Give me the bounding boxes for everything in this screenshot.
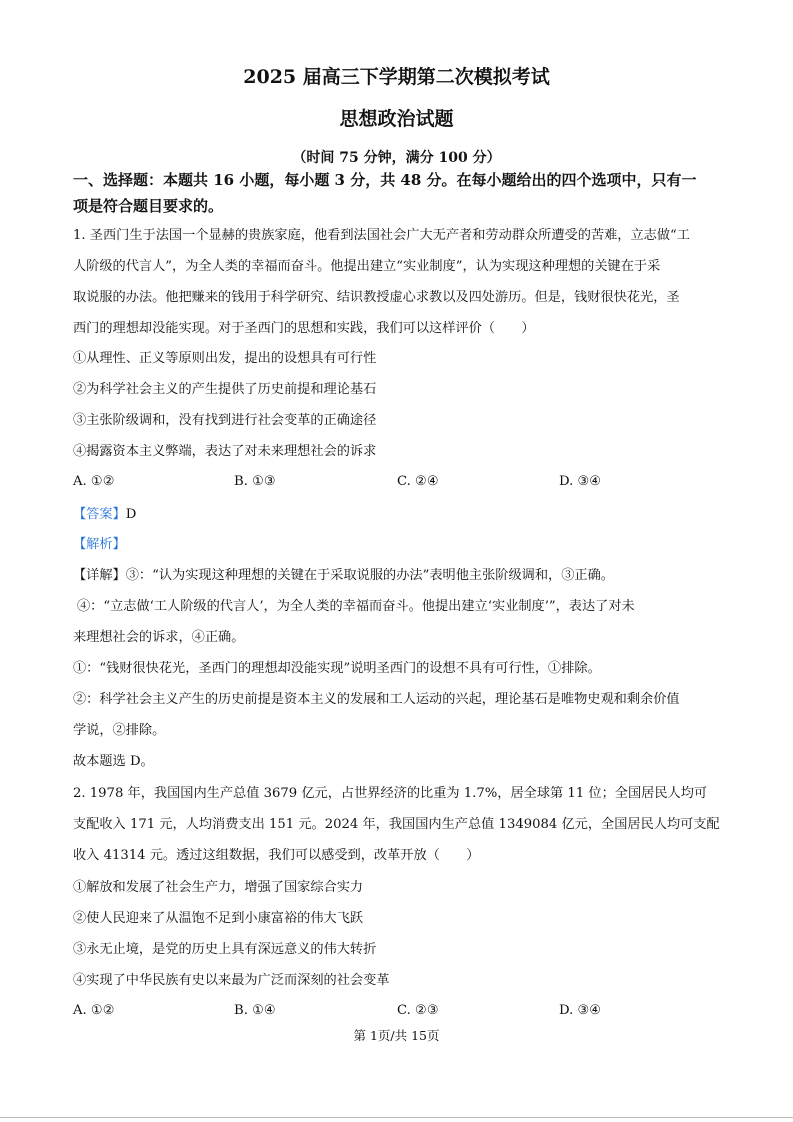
section-heading: [73, 167, 723, 219]
q1-item: ③主张阶级调和，没有找到进行社会变革的正确途径: [73, 413, 377, 428]
q1-detail-line: ①：“钱财很快花光，圣西门的理想却没能实现”说明圣西门的设想不具有可行性，①排除。: [73, 661, 601, 676]
q1-option-a: A. ①②: [73, 474, 115, 489]
q1-detail-line: 学说，②排除。: [73, 723, 166, 738]
q2-stem-line: 收入 41314 元。透过这组数据，我们可以感受到，改革开放（ ）: [73, 848, 480, 863]
q1-detail-line: 故本题选 D。: [73, 754, 154, 769]
bottom-divider: [0, 1117, 793, 1118]
section-heading-line: 项是符合题目要求的。: [73, 197, 224, 215]
q2-stem-line: 支配收入 171 元，人均消费支出 151 元。2024 年，我国国内生产总值 1349084 亿元，全国居民人均可支配: [73, 817, 720, 832]
q2-item: ①解放和发展了社会生产力，增强了国家综合实力: [73, 880, 364, 895]
analysis-tag: 【解析】: [73, 537, 126, 552]
q1-option-b: B. ①③: [234, 474, 276, 489]
q1-detail-line: 来理想社会的诉求，④正确。: [73, 630, 245, 645]
q2-option-a: A. ①②: [73, 1003, 115, 1018]
section-heading-line: 一、选择题：本题共 16 小题，每小题 3 分，共 48 分。在每小题给出的四个选项中，只有一: [73, 171, 697, 189]
q2-stem-line: 2. 1978 年，我国国内生产总值 3679 亿元，占世界经济的比重为 1.7%，居全球第 11 位；全国居民人均可: [73, 786, 708, 801]
exam-title: 2025 届高三下学期第二次模拟考试: [243, 66, 550, 88]
q1-detail-line: ④：“立志做‘工人阶级的代言人’，为全人类的幸福而奋斗。他提出建立‘实业制度’”，表达了对未: [77, 599, 635, 614]
q1-item: ②为科学社会主义的产生提供了历史前提和理论基石: [73, 382, 377, 397]
q2-option-b: B. ①④: [234, 1003, 276, 1018]
q2-item: ③永无止境，是党的历史上具有深远意义的伟大转折: [73, 942, 377, 957]
q1-detail-line: 【详解】③：“认为实现这种理想的关键在于采取说服的办法”表明他主张阶级调和，③正确。: [73, 568, 614, 583]
q1-item: ④揭露资本主义弊端，表达了对未来理想社会的诉求: [73, 444, 377, 459]
q2-option-c: C. ②③: [397, 1003, 439, 1018]
q2-item: ④实现了中华民族有史以来最为广泛而深刻的社会变革: [73, 973, 390, 988]
answer-tag: 【答案】: [73, 507, 126, 522]
answer-value: D: [125, 507, 137, 522]
q1-stem-line: 取说服的办法。他把赚来的钱用于科学研究、结识教授虚心求教以及四处游历。但是，钱财很快花光，圣: [73, 290, 680, 305]
q1-answer: [73, 506, 136, 524]
page-number: 第 1页/共 15页: [353, 1028, 440, 1043]
q1-item: ①从理性、正义等原则出发，提出的设想具有可行性: [73, 351, 377, 366]
subject-title: 思想政治试题: [339, 108, 454, 130]
q1-option-c: C. ②④: [397, 474, 439, 489]
exam-meta: （时间 75 分钟，满分 100 分）: [292, 150, 501, 166]
q1-detail-line: ②：科学社会主义产生的历史前提是资本主义的发展和工人运动的兴起，理论基石是唯物史观和剩余价值: [73, 692, 680, 707]
q2-option-d: D. ③④: [559, 1003, 602, 1018]
q1-option-d: D. ③④: [559, 474, 602, 489]
q1-stem-line: 西门的理想却没能实现。对于圣西门的思想和实践，我们可以这样评价（ ）: [73, 321, 535, 336]
q1-stem-line: 1. 圣西门生于法国一个显赫的贵族家庭，他看到法国社会广大无产者和劳动群众所遭受的苦难，立志做“工: [73, 228, 690, 243]
q1-stem-line: 人阶级的代言人”，为全人类的幸福而奋斗。他提出建立“实业制度”，认为实现这种理想的关键在于采: [73, 259, 661, 274]
q2-item: ②使人民迎来了从温饱不足到小康富裕的伟大飞跃: [73, 911, 364, 926]
